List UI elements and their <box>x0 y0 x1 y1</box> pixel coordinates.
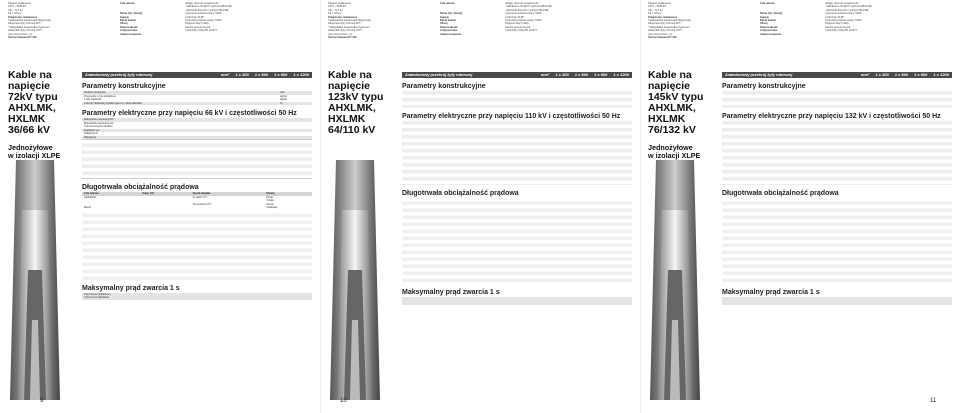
cable-cross-section-image <box>644 150 706 400</box>
section-construction: Parametry konstrukcyjne <box>402 83 486 90</box>
data-tables <box>722 72 952 305</box>
spec-right-values: okrągła, skręcona i zagęszczona - aluminiowa dla kabli o symbolu AHXLMK - miedziana dla kabli o symbolu HXLMK wytłaczany półprzewodzący XLPE wytłaczany XLPE wytłaczany półprzewodzący XLPE półprzewodzący taśmy pancerz ze stopu ołowiu wytłaczany czarny PE lub PVC <box>185 2 232 33</box>
short-circuit-table <box>402 297 632 305</box>
spec-right-block: Żyła robocza Ekran żyły roboczej Izolacja Ekran izolacji Obwój Pancerz ekranu i żyła powrotna Osłona zewnętrzna <box>120 2 143 36</box>
construction-table: Średnica zewnętrzna mm Waga kabla z żyłą aluminiową kg/km z żyłą miedzianą kg/km Zalecany minimalny promień gięcia w czasie układania m <box>82 91 312 105</box>
section-construction: Parametry konstrukcyjne <box>722 83 806 90</box>
cable-title: Kable na napięcie 72kV typu AHXLMK, HXLMK 36/66 kV Jednożyłowe w izolacji XLPE <box>8 69 61 160</box>
data-tables <box>82 72 312 300</box>
data-tables <box>402 72 632 305</box>
section-electrical: Parametry elektryczne przy napięciu 110 kV i częstotliwości 50 Hz <box>402 113 621 120</box>
electrical-table <box>402 121 632 185</box>
construction-table <box>402 91 632 108</box>
spec-right-block: Żyła robocza Ekran żyły roboczej Izolacja Ekran izolacji Obwój Pancerz ekranu i żyła powrotna Osłona zewnętrzna <box>440 2 463 36</box>
page-2 <box>320 0 640 413</box>
section-electrical: Parametry elektryczne przy napięciu 66 kV i częstotliwości 50 Hz <box>82 110 297 117</box>
cable-title: Kable na napięcie 123kV typu AHXLMK, HXLMK 64/110 kV <box>328 69 384 136</box>
spec-right-values: okrągła, skręcona i zagęszczona - aluminiowa dla kabli o symbolu AHXLMK - miedziana dla kabli o symbolu HXLMK wytłaczany półprzewodzący XLPE wytłaczany XLPE wytłaczany półprzewodzący XLPE półprzewodzący taśmy pancerz ze stopu ołowiu wytłaczany czarny PE lub PVC <box>505 2 552 33</box>
size-header: Znamionowy przekrój żyły roboczej mm² 1 x 300 1 x 500 1 x 800 1 x 1200 <box>722 72 952 78</box>
electrical-table <box>722 121 952 185</box>
section-short-circuit: Maksymalny prąd zwarcia 1 s <box>82 284 180 292</box>
spec-left-block: Napięcia znamionowe U0/U = 36/66 kV Um = 72,5 kV Up = 325 kV Temperatury znamionowe * maksymalna dopuszczalna długotrwała temperatura żyły roboczej 90°C * maksymalna dopuszczalna zwarciowa temperatura żyły roboczej 250°C (czas zwarcia max. 5 s) Norma związana IEC 840 <box>328 2 371 40</box>
size-header: Znamionowy przekrój żyły roboczej mm² 1 x 300 1 x 500 1 x 800 1 x 1200 <box>402 72 632 78</box>
construction-table <box>722 91 952 108</box>
current-table-rows <box>82 210 312 280</box>
page-number: 11 <box>930 398 937 404</box>
page-number: 10 <box>340 398 347 404</box>
cable-cross-section-image <box>324 150 386 400</box>
section-short-circuit: Maksymalny prąd zwarcia 1 s <box>722 289 820 296</box>
current-table <box>402 198 632 284</box>
size-header: Znamionowy przekrój żyły roboczej mm² 1 x 300 1 x 500 1 x 800 1 x 1200 <box>82 72 312 78</box>
page-number: 9 <box>40 398 44 404</box>
short-circuit-table: Żyła robocza aluminiowa Żyła robocza miedziana <box>82 293 312 300</box>
short-circuit-table <box>722 297 952 305</box>
electrical-table-rows <box>82 139 312 179</box>
electrical-table: Maksymalna rezystancja DC Maksymalna rezystancja AC Żyła robocza przy ułożeniu Pojemność AC Indukcyjność Impedancja <box>82 118 312 139</box>
section-current: Długotrwała obciążalność prądowa <box>722 190 839 197</box>
spec-right-values: okrągła, skręcona i zagęszczona - aluminiowa dla kabli o symbolu AHXLMK - miedziana dla kabli o symbolu HXLMK wytłaczany półprzewodzący XLPE wytłaczany XLPE wytłaczany półprzewodzący XLPE półprzewodzący taśmy pancerz ze stopu ołowiu wytłaczany czarny PE lub PVC <box>825 2 872 33</box>
section-short-circuit: Maksymalny prąd zwarcia 1 s <box>402 289 500 296</box>
page-3 <box>640 0 960 413</box>
spec-left-block: Napięcia znamionowe U0/U = 36/66 kV Um = 72,5 kV Up = 325 kV Temperatury znamionowe * maksymalna dopuszczalna długotrwała temperatura żyły roboczej 90°C * maksymalna dopuszczalna zwarciowa temperatura żyły roboczej 250°C (czas zwarcia max. 5 s) Norma związana IEC 840 <box>648 2 691 40</box>
section-current: Długotrwała obciążalność prądowa <box>402 190 519 197</box>
section-electrical: Parametry elektryczne przy napięciu 132 kV i częstotliwości 50 Hz <box>722 113 941 120</box>
cable-cross-section-image <box>4 150 66 400</box>
page-1 <box>0 0 320 413</box>
spec-right-block: Żyła robocza Ekran żyły roboczej Izolacja Ekran izolacji Obwój Pancerz ekranu i żyła powrotna Osłona zewnętrzna <box>760 2 783 36</box>
current-table <box>722 198 952 284</box>
spec-left-block: Napięcia znamionowe U0/U = 36/66 kV Um = 72,5 kV Up = 325 kV Temperatury znamionowe * maksymalna dopuszczalna długotrwała temperatura żyły roboczej 90°C * maksymalna dopuszczalna zwarciowa temperatura żyły roboczej 250°C (czas zwarcia max. 5 s) Norma związana IEC 840 <box>8 2 51 40</box>
cable-title: Kable na napięcie 145kV typu AHXLMK, HXLMK 76/132 kV Jednożyłowe w izolacji XLPE <box>648 69 704 160</box>
section-construction: Parametry konstrukcyjne <box>82 83 166 90</box>
section-current: Długotrwała obciążalność prądowa <box>82 184 199 191</box>
current-table: Żyła robocza Temp. żyły Sposób ułożenia Ekrany Aluminium W ziemi 15°C Płasko Trójkąt W powietrzu 25°C Obustr. Miedź Zamknięte <box>82 192 312 210</box>
